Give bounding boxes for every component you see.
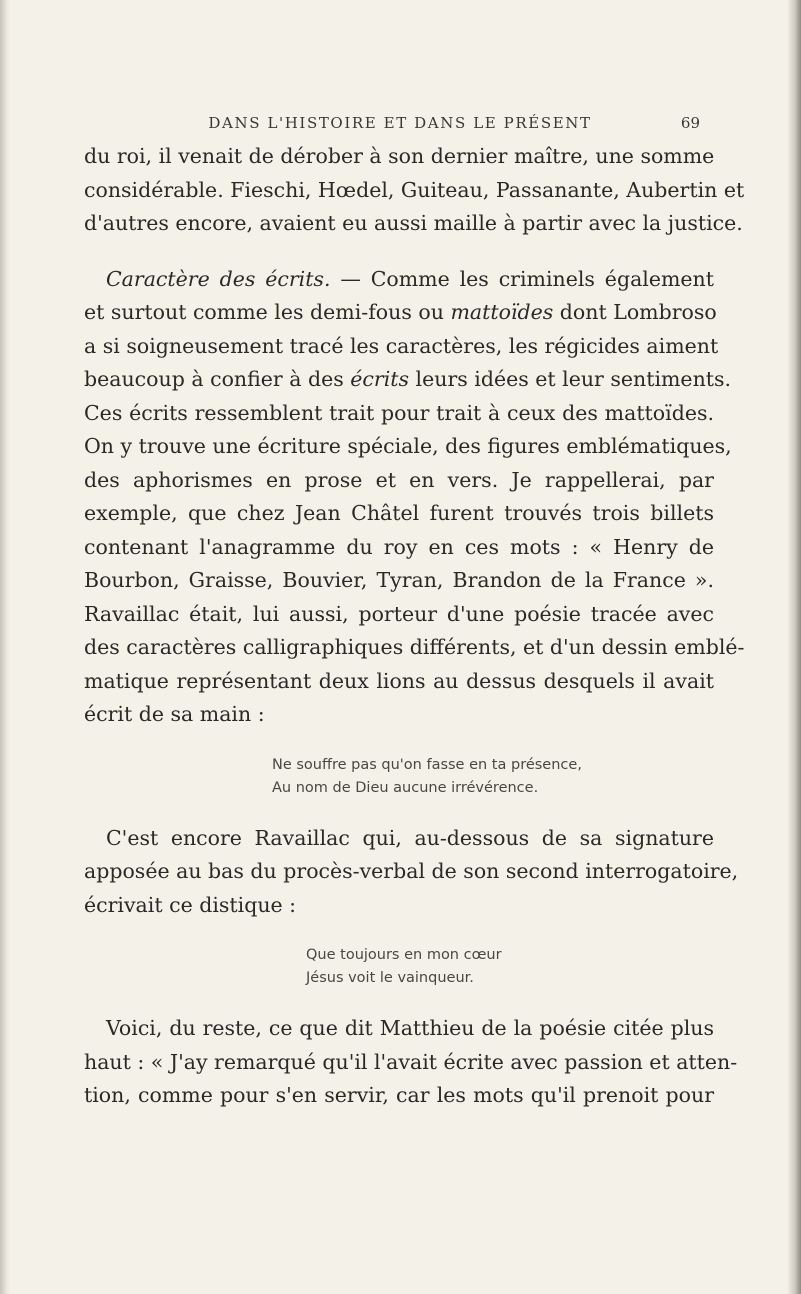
text-line: du roi, il venait de dérober à son dernier maître, une somme <box>84 144 715 168</box>
text-line: contenant l'anagramme du roy en ces mots : « Henry de <box>84 534 714 559</box>
verse-line: Que toujours en mon cœur <box>306 947 502 963</box>
text-fragment: dont Lombroso <box>559 300 717 324</box>
text-line: Ravaillac était, lui aussi, porteur d'une poésie tracée avec <box>84 601 714 626</box>
text-line: considérable. Fieschi, Hœdel, Guiteau, Passanante, Aubertin et <box>84 177 745 202</box>
verse-line: Ne souffre pas qu'on fasse en ta présence, <box>272 756 582 773</box>
text-line: écrivait ce distique : <box>84 892 297 917</box>
text-line: Voici, du reste, ce que dit Matthieu de la poésie citée plus <box>106 1016 714 1040</box>
text-line: apposée au bas du procès-verbal de son second interrogatoire, <box>84 859 739 883</box>
text-line: On y trouve une écriture spéciale, des figures emblématiques, <box>84 434 732 458</box>
running-title: DANS L'HISTOIRE ET DANS LE PRÉSENT <box>208 114 592 132</box>
paragraph-2 <box>84 263 745 732</box>
text-line: Ces écrits ressemblent trait pour trait à ceux des mattoïdes. <box>84 400 714 425</box>
page-number: 69 <box>680 114 700 132</box>
text-line: C'est encore Ravaillac qui, au-dessous de sa signature <box>106 825 714 850</box>
paragraph-1 <box>84 140 745 241</box>
italic-term: écrits <box>350 367 410 391</box>
text-line: écrit de sa main : <box>84 702 265 726</box>
text-line: matique représentant deux lions au dessus desquels il avait <box>84 668 714 693</box>
section-heading: Caractère des écrits. <box>106 266 331 291</box>
verse-quote-1 <box>84 754 714 800</box>
text-line <box>84 296 717 330</box>
text-line: a si soigneusement tracé les caractères, les régicides aiment <box>84 333 719 358</box>
italic-term: mattoïdes <box>450 300 554 324</box>
text-line <box>84 263 714 297</box>
text-line: Bourbon, Graisse, Bouvier, Tyran, Brandon de la France ». <box>84 568 714 592</box>
text-line: tion, comme pour s'en servir, car les mots qu'il prenoit pour <box>84 1083 714 1107</box>
text-body <box>84 140 745 1113</box>
paragraph-3 <box>84 822 739 923</box>
page-left-margin-shadow <box>0 0 10 1294</box>
text-line: haut : « J'ay remarqué qu'il l'avait écrite avec passion et atten- <box>84 1049 738 1074</box>
verse-line: Jésus voit le vainqueur. <box>306 970 474 986</box>
running-header <box>100 114 700 138</box>
text-fragment: et surtout comme les demi-fous ou <box>84 300 444 324</box>
verse-quote-2 <box>84 944 714 990</box>
text-line: des caractères calligraphiques différents, et d'un dessin emblé- <box>84 635 745 659</box>
text-fragment: leurs idées et leur sentiments. <box>415 367 732 391</box>
text-fragment: beaucoup à confier à des <box>84 367 344 391</box>
text-line: d'autres encore, avaient eu aussi maille à partir avec la justice. <box>84 211 743 235</box>
text-fragment: — Comme les criminels également <box>340 266 714 291</box>
text-line <box>84 363 732 397</box>
paragraph-4 <box>84 1012 738 1113</box>
verse-line: Au nom de Dieu aucune irrévérence. <box>272 779 539 796</box>
text-line: exemple, que chez Jean Châtel furent trouvés trois billets <box>84 501 714 525</box>
page-right-edge-shadow <box>787 0 801 1294</box>
text-line: des aphorismes en prose et en vers. Je rappellerai, par <box>84 467 714 492</box>
